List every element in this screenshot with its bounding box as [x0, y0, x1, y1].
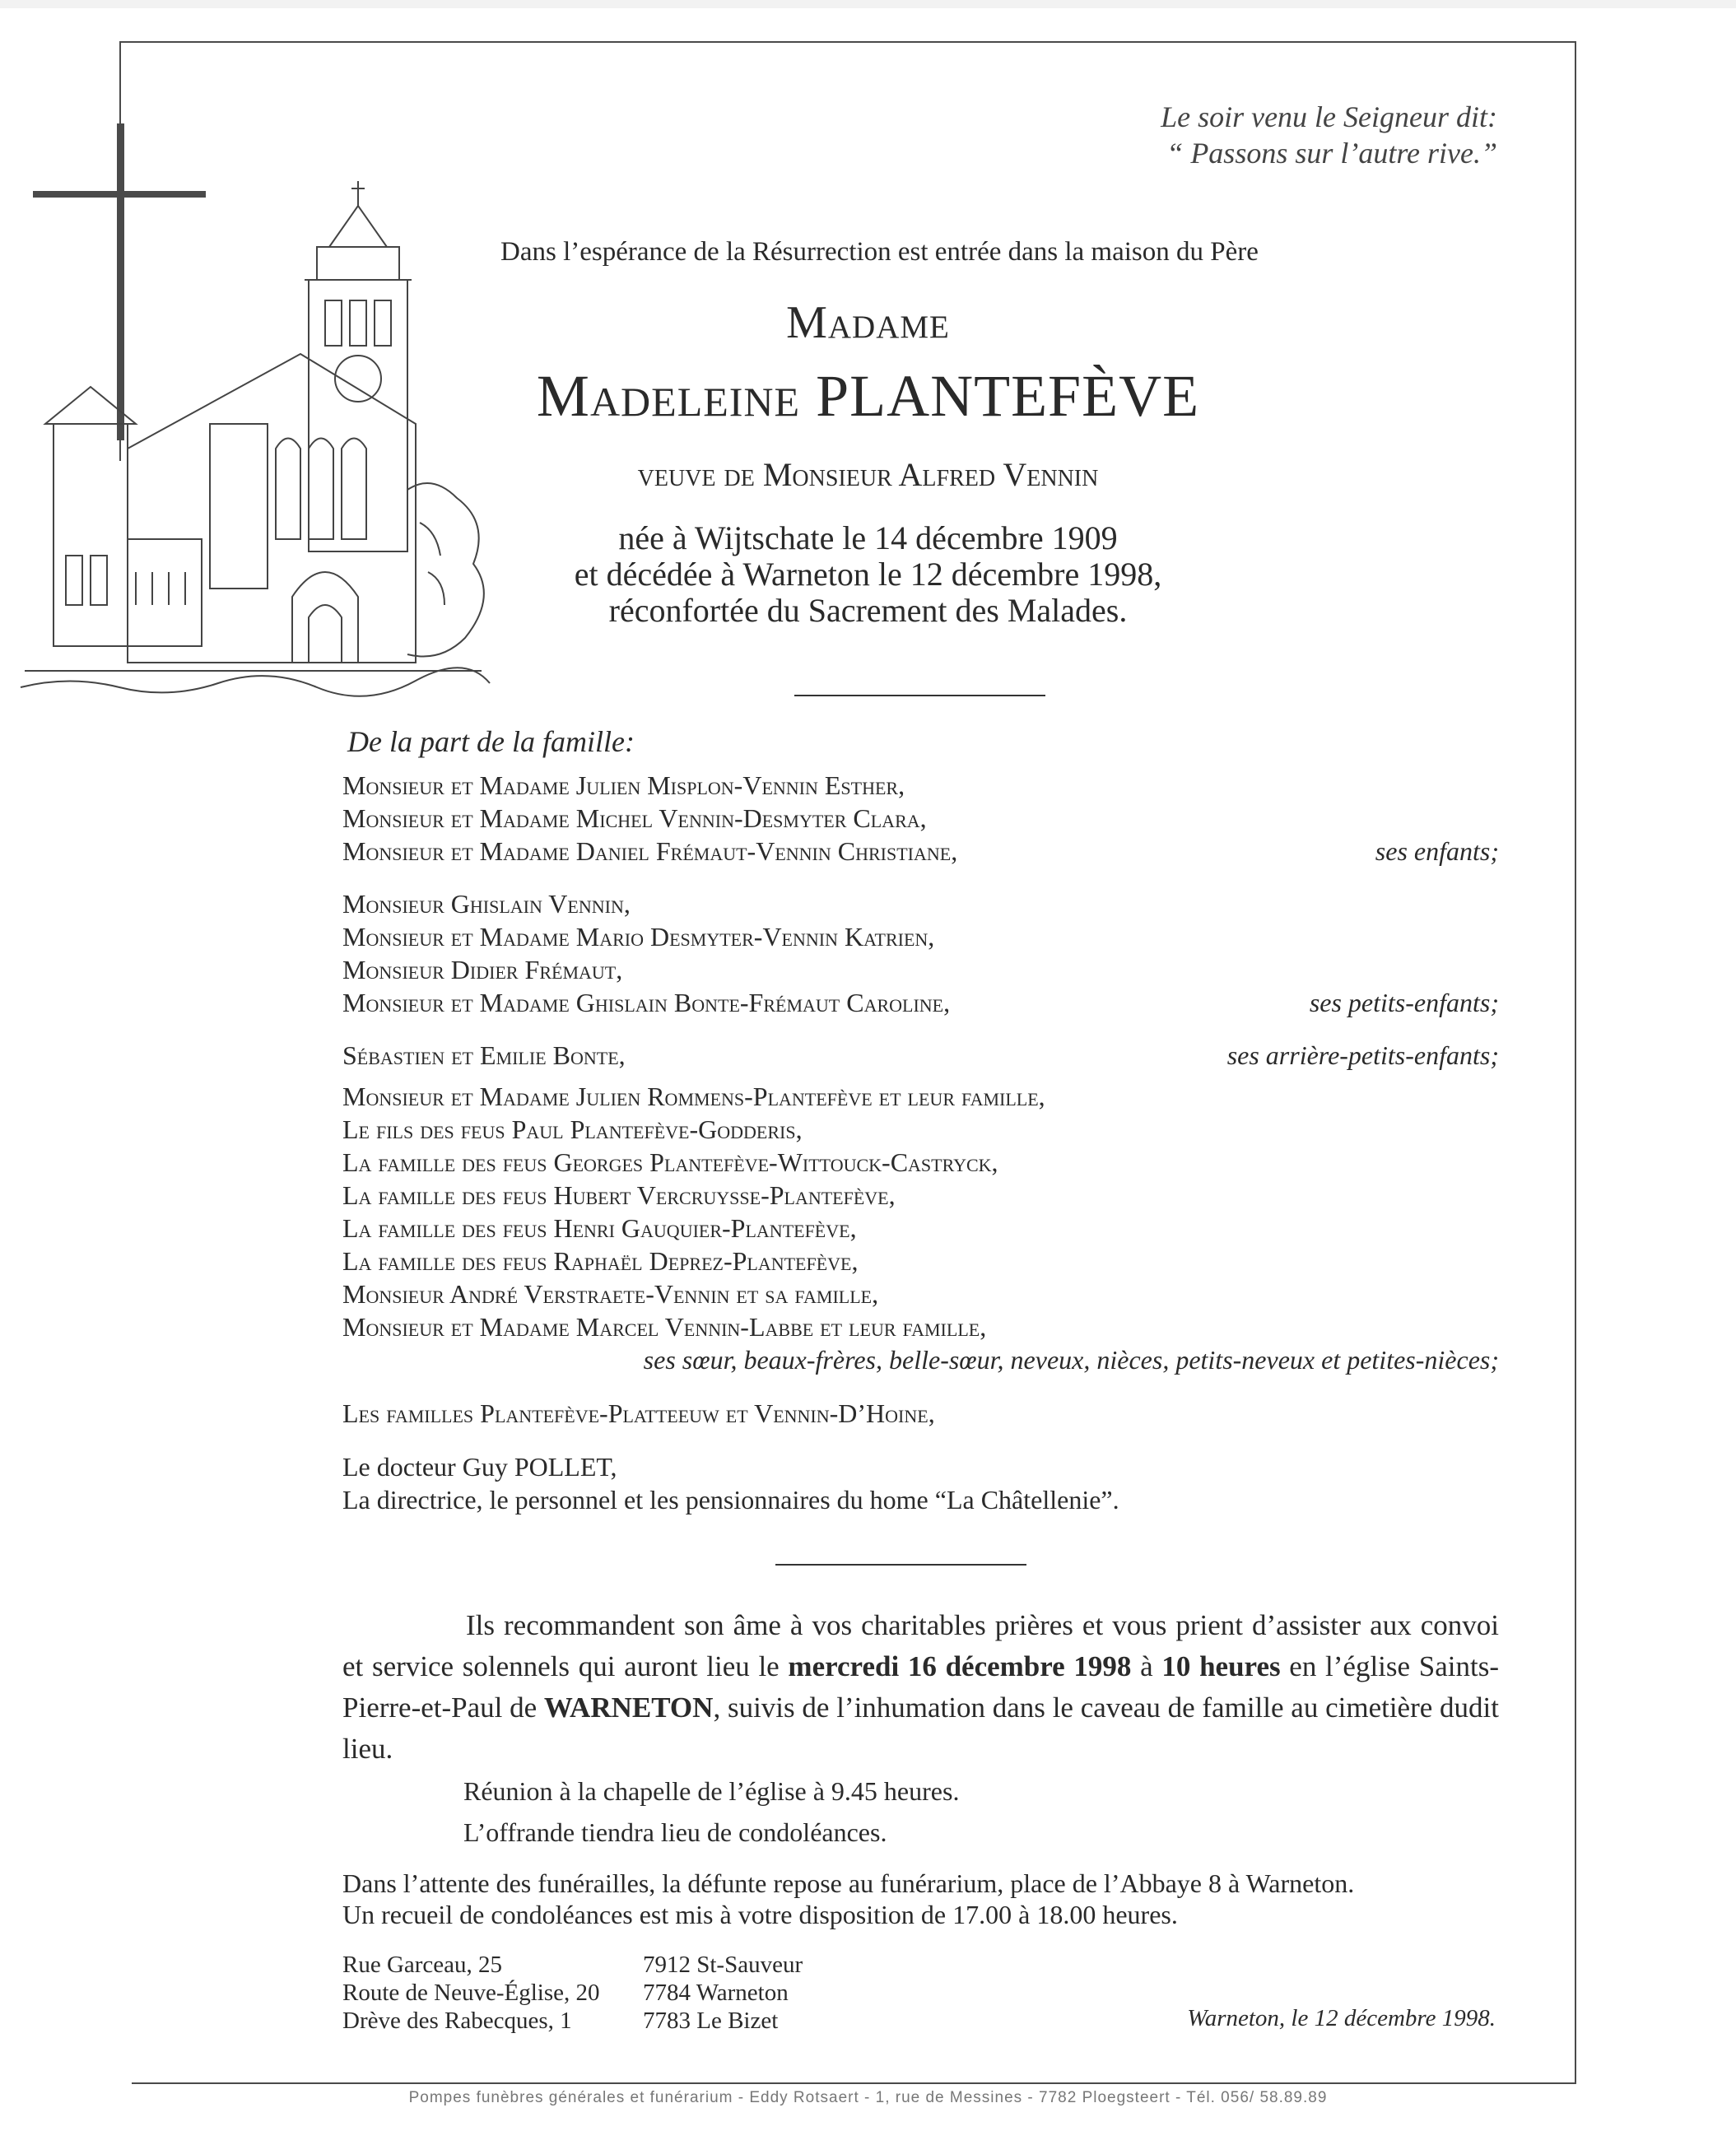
honorific: Madame	[786, 297, 950, 348]
children-group	[342, 769, 1499, 868]
sacrament-line: réconfortée du Sacrement des Malades.	[608, 592, 1128, 629]
relation-label: ses enfants;	[1375, 836, 1499, 866]
list-item: Monsieur Didier Frémaut,	[342, 955, 623, 984]
divider	[794, 695, 1045, 696]
service-text: à	[1131, 1650, 1162, 1682]
relation-label: ses petits-enfants;	[1309, 988, 1499, 1017]
funerarium-line-2: Un recueil de condoléances est mis à votre disposition de 17.00 à 18.00 heures.	[342, 1900, 1178, 1929]
list-item: Monsieur et Madame Marcel Vennin-Labbe et leur famille,	[342, 1312, 987, 1342]
great-grandchildren-group	[342, 1039, 1499, 1072]
list-item: Monsieur et Madame Julien Rommens-Plantefève et leur famille,	[342, 1082, 1045, 1111]
list-item: La directrice, le personnel et les pensionnaires du home “La Châtellenie”.	[342, 1485, 1119, 1514]
service-time: 10 heures	[1161, 1650, 1281, 1682]
list-item: La famille des feus Henri Gauquier-Plantefève,	[342, 1213, 857, 1243]
service-text: en l’église Saints-Pierre-et-Paul de	[342, 1650, 1499, 1724]
list-item: Les familles Plantefève-Platteeuw et Vennin-D’Hoine,	[342, 1398, 935, 1428]
list-item: La famille des feus Hubert Vercruysse-Plantefève,	[342, 1180, 896, 1210]
address-row	[342, 1979, 803, 2007]
address-street: Route de Neuve-Église, 20	[342, 1980, 600, 2006]
address-list	[342, 1951, 803, 2035]
list-item: Monsieur et Madame Michel Vennin-Desmyter Clara,	[342, 803, 927, 833]
epigraph-line-2: “ Passons sur l’autre rive.”	[1166, 137, 1497, 170]
families-line	[342, 1397, 1499, 1430]
grandchildren-group	[342, 887, 1499, 1019]
address-row	[342, 1951, 803, 1979]
funerarium-note	[342, 1868, 1499, 1930]
offering-note: L’offrande tiendra lieu de condoléances.	[463, 1817, 887, 1847]
relation-label: ses arrière-petits-enfants;	[1226, 1040, 1499, 1070]
list-item: Monsieur et Madame Mario Desmyter-Vennin Katrien,	[342, 922, 935, 952]
family-intro: De la part de la famille:	[347, 725, 635, 758]
others-group	[342, 1450, 1499, 1516]
list-item: Monsieur et Madame Julien Misplon-Vennin Esther,	[342, 770, 905, 800]
service-date: mercredi 16 décembre 1998	[788, 1650, 1132, 1682]
funerarium-line-1: Dans l’attente des funérailles, la défunte repose au funérarium, place de l’Abbaye 8 à Warneton.	[342, 1868, 1355, 1898]
meeting-note: Réunion à la chapelle de l’église à 9.45 heures.	[463, 1776, 960, 1806]
epigraph	[1161, 99, 1497, 171]
service-text: Ils recommandent son âme à vos charitables prières et vous prient d’assister aux convoi et service solennels qui auront lieu le	[342, 1609, 1499, 1682]
divider	[775, 1564, 1026, 1566]
list-item: La famille des feus Georges Plantefève-Wittouck-Castryck,	[342, 1147, 998, 1177]
widow-of: veuve de Monsieur Alfred Vennin	[637, 456, 1099, 493]
border-gap	[0, 461, 132, 2099]
birth-line: née à Wijtschate le 14 décembre 1909	[618, 519, 1118, 556]
list-item: Monsieur André Verstraete-Vennin et sa famille,	[342, 1279, 879, 1309]
death-line: et décédée à Warneton le 12 décembre 1998,	[574, 556, 1162, 593]
place-and-date: Warneton, le 12 décembre 1998.	[1187, 2005, 1496, 2031]
list-item: Sébastien et Emilie Bonte,	[342, 1040, 626, 1070]
intro-text: Dans l’espérance de la Résurrection est entrée dans la maison du Père	[500, 237, 1259, 267]
list-item: Monsieur Ghislain Vennin,	[342, 889, 631, 919]
list-item: Monsieur et Madame Daniel Frémaut-Vennin Christiane,	[342, 836, 958, 866]
printer-footer: Pompes funèbres générales et funérarium - Eddy Rotsaert - 1, rue de Messines - 7782 Ploegsteert - Tél. 056/ 58.89.89	[408, 2089, 1328, 2106]
address-street: Rue Garceau, 25	[342, 1952, 503, 1978]
address-city: 7912 St-Sauveur	[643, 1952, 803, 1978]
scan-top-edge	[0, 0, 1736, 8]
service-town: WARNETON	[543, 1691, 714, 1724]
address-city: 7784 Warneton	[643, 1980, 789, 2006]
list-item: Monsieur et Madame Ghislain Bonte-Frémaut Caroline,	[342, 988, 951, 1017]
address-street: Drève des Rabecques, 1	[342, 2008, 572, 2034]
vital-dates	[0, 520, 1736, 629]
service-text: , suivis de l’inhumation dans le caveau de famille au cimetière dudit lieu.	[342, 1691, 1499, 1765]
address-row	[342, 2007, 803, 2035]
epigraph-line-1: Le soir venu le Seigneur dit:	[1161, 100, 1497, 133]
address-city: 7783 Le Bizet	[643, 2008, 779, 2034]
list-item: Le fils des feus Paul Plantefève-Godderis,	[342, 1114, 803, 1144]
service-announcement	[342, 1605, 1499, 1770]
relatives-group	[342, 1080, 1499, 1376]
deceased-name: Madeleine PLANTEFÈVE	[536, 363, 1200, 429]
list-item: Le docteur Guy POLLET,	[342, 1452, 617, 1482]
list-item: La famille des feus Raphaël Deprez-Plantefève,	[342, 1246, 859, 1276]
relation-label: ses sœur, beaux-frères, belle-sœur, neveux, nièces, petits-neveux et petites-nièces;	[643, 1345, 1499, 1375]
